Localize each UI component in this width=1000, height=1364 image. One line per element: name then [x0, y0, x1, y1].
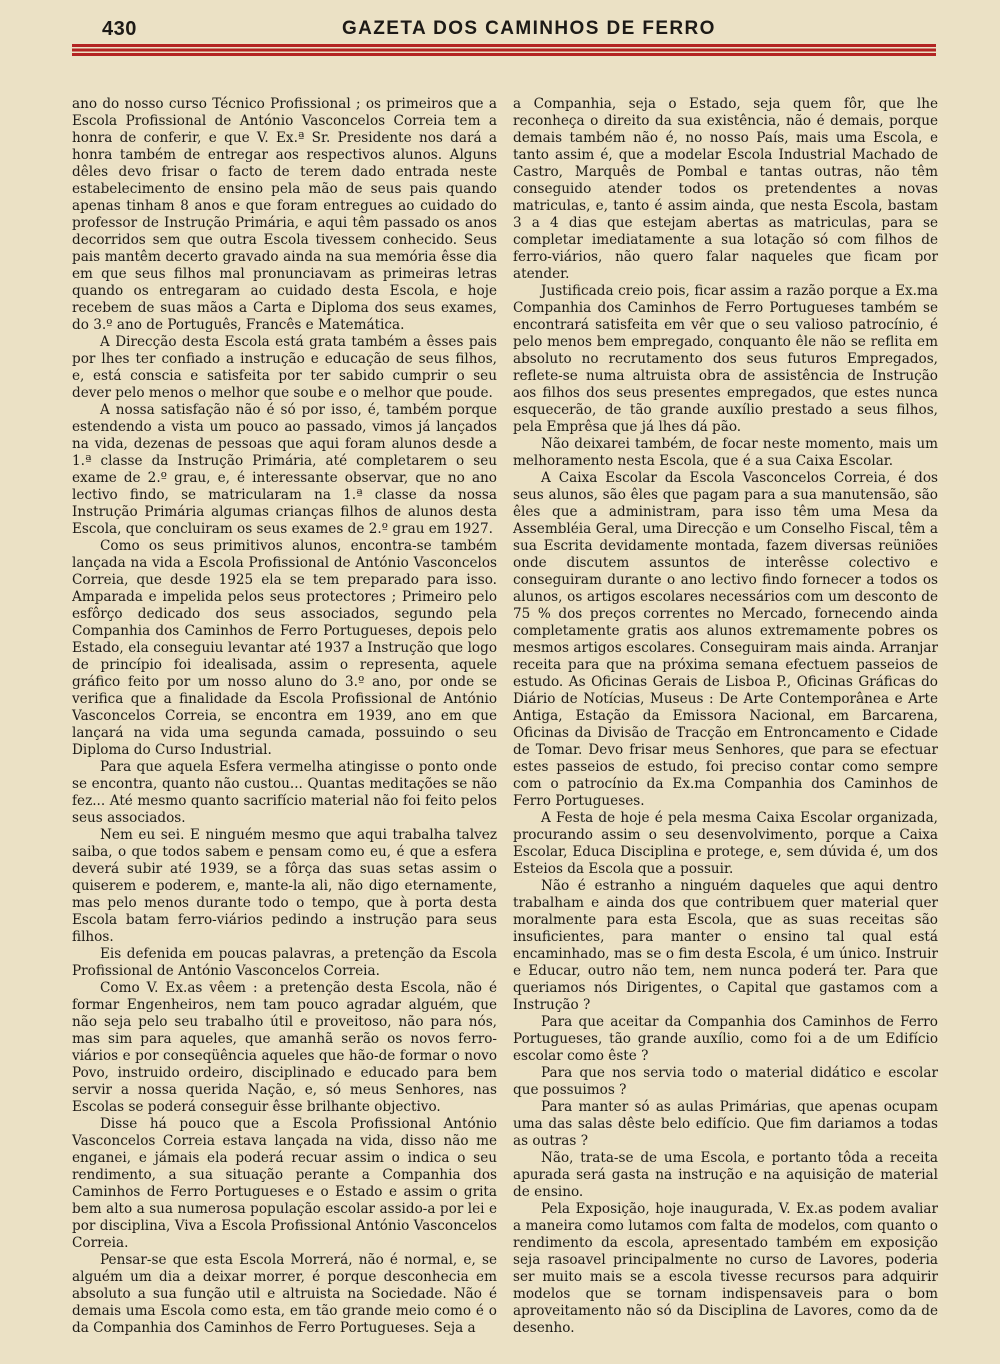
paragraph: A Caixa Escolar da Escola Vasconcelos Correia, é dos seus alunos, são êles que pagam para a sua manutensão, são êles que a administram, para isso têm uma Mesa da Assembléia Geral, uma Direcção e um Conselho Fiscal, têm a sua Escrita devidamente montada, fazem diversas reüniões onde discutem assuntos de interêsse colectivo e conseguiram durante o ano lectivo findo fornecer a todos os alunos, os artigos escolares necessários com um desconto de 75 % dos preços correntes no Mercado, fornecendo ainda completamente gratis aos alunos extremamente pobres os mesmos artigos escolares. Conseguiram mais ainda. Arranjar receita para que na próxima semana efectuem passeios de estudo. As Oficinas Gerais de Lisboa P., Oficinas Gráficas do Diário de Notícias, Museus : De Arte Contemporânea e Arte Antiga, Estação da Emissora Nacional, em Barcarena, Oficinas da Divisão de Tracção em Entroncamento e Cidade de Tomar. Devo frisar meus Senhores, que para se efectuar estes passeios de estudo, foi preciso contar como sempre com o patrocínio da Ex.ma Companhia dos Caminhos de Ferro Portugueses.	[513, 470, 938, 809]
paragraph: Para que aceitar da Companhia dos Caminhos de Ferro Portugueses, tão grande auxílio, como foi a de um Edifício escolar como êste ?	[513, 1014, 938, 1064]
paragraph: A Direcção desta Escola está grata também a êsses pais por lhes ter confiado a instrução e educação de seus filhos, e, está conscia e satisfeita por ter sabido cumprir o seu dever pelo menos o melhor que soube e o melhor que poude.	[72, 334, 497, 401]
paragraph: Para que aquela Esfera vermelha atingisse o ponto onde se encontra, quanto não custou... Quantas meditações se não fez... Até mesmo quanto sacrifício material não foi feito pelos seus associados.	[72, 759, 497, 826]
paragraph: Disse há pouco que a Escola Profissional António Vasconcelos Correia estava lançada na vida, disso não me enganei, e jámais ela poderá recuar assim o indica o seu rendimento, a sua situação perante a Companhia dos Caminhos de Ferro Portugueses e o Estado e assim o grita bem alto a sua numerosa população escolar assido-a por lei e por disciplina, Viva a Escola Profissional António Vasconcelos Correia.	[72, 1116, 497, 1251]
page-header	[72, 14, 936, 48]
paragraph: Não, trata-se de uma Escola, e portanto tôda a receita apurada será gasta na instrução e na aquisição de material de ensino.	[513, 1150, 938, 1200]
page-number: 430	[102, 18, 137, 40]
paragraph: Como V. Ex.as vêem : a pretenção desta Escola, não é formar Engenheiros, nem tam pouco agradar alguém, que não seja pelo seu trabalho útil e proveitoso, não para nós, mas sim para aqueles, que amanhã serão os novos ferro-viários e por conseqüência aqueles que hão-de formar o novo Povo, instruido ordeiro, disciplinado e educado para bem servir a nossa querida Nação, e, só meus Senhores, nas Escolas se poderá conseguir êsse brilhante objectivo.	[72, 980, 497, 1115]
paragraph: Para que nos servia todo o material didático e escolar que possuimos ?	[513, 1065, 938, 1098]
right-column	[513, 96, 938, 1336]
paragraph: a Companhia, seja o Estado, seja quem fôr, que lhe reconheça o direito da sua existência, não é demais, porque demais também não é, no nosso País, mais uma Escola, e tanto assim é, que a modelar Escola Industrial Machado de Castro, Marquês de Pombal e tantas outras, não têm conseguido atender todos os pretendentes a novas matriculas, e, tanto é assim ainda, que nesta Escola, bastam 3 a 4 dias que estejam abertas as matriculas, para se completar imediatamente a sua lotação só com filhos de ferro-viários, não quero falar naqueles que ficam por atender.	[513, 96, 938, 282]
paragraph: Eis defenida em poucas palavras, a pretenção da Escola Profissional de António Vasconcelos Correia.	[72, 946, 497, 979]
header-rule	[72, 44, 936, 56]
paragraph: Pela Exposição, hoje inaugurada, V. Ex.as podem avaliar a maneira como lutamos com falta de modelos, com quanto o rendimento da escola, apresentado também em exposição seja rasoavel principalmente no curso de Lavores, poderia ser muito mais se a escola tivesse recursos para adquirir modelos que se tornam indispensaveis para o bom aproveitamento não só da Disciplina de Lavores, como da de desenho.	[513, 1201, 938, 1336]
paragraph: Para manter só as aulas Primárias, que apenas ocupam uma das salas dêste belo edifício. Que fim dariamos a todas as outras ?	[513, 1099, 938, 1149]
paragraph: Não é estranho a ninguém daqueles que aqui dentro trabalham e ainda dos que contribuem quer material quer moralmente para esta Escola, que as suas receitas são insuficientes, para manter o ensino tal qual está encaminhado, mas se o fim desta Escola, é um único. Instruir e Educar, outro não tem, nem nunca poderá ter. Para que queriamos nós Dirigentes, o Capital que gastamos com a Instrução ?	[513, 878, 938, 1013]
paragraph: Pensar-se que esta Escola Morrerá, não é normal, e, se alguém um dia a deixar morrer, é porque desconhecia em absoluto a sua função util e altruista na Sociedade. Não é demais uma Escola como esta, em tão grande meio como é o da Companhia dos Caminhos de Ferro Portugueses. Seja a	[72, 1252, 497, 1336]
paragraph: ano do nosso curso Técnico Profissional ; os primeiros que a Escola Profissional de António Vasconcelos Correia tem a honra de conferir, e que V. Ex.ª Sr. Presidente nos dará a honra também de entregar aos respectivos alunos. Alguns dêles devo frisar o facto de terem dado entrada neste estabelecimento de ensino pela mão de seus pais quando apenas tinham 8 anos e que foram entregues ao cuidado do professor de Instrução Primária, e aqui têm passado os anos decorridos sem que outra Escola tivessem conhecido. Seus pais mantêm decerto gravado ainda na sua memória êsse dia em que seus filhos mal pronunciavam as primeiras letras quando os entregaram ao cuidado desta Escola, e hoje recebem de suas mãos a Carta e Diploma dos seus exames, do 3.º ano de Português, Francês e Matemática.	[72, 96, 497, 333]
paragraph: Justificada creio pois, ficar assim a razão porque a Ex.ma Companhia dos Caminhos de Ferro Portugueses também se encontrará satisfeita em vêr que o seu valioso patrocínio, é pelo menos bem empregado, conquanto êle não se reflita em absoluto no recrutamento dos seus futuros Empregados, reflete-se numa altruista obra de assistência de Instrução aos filhos dos seus presentes empregados, que estes nunca esquecerão, de tão grande auxílio prestado a seus filhos, pela Emprêsa que já lhes dá pão.	[513, 283, 938, 435]
paragraph: Como os seus primitivos alunos, encontra-se também lançada na vida a Escola Profissional de António Vasconcelos Correia, que desde 1925 ela se tem preparado para isso. Amparada e impelida pelos seus protectores ; Primeiro pelo esfôrço dedicado dos seus associados, segundo pela Companhia dos Caminhos de Ferro Portugueses, depois pelo Estado, ela conseguiu levantar até 1937 a Instrução que logo de princípio foi idealisada, assim o representa, aquele gráfico feito por um nosso aluno do 3.º ano, por onde se verifica que a finalidade da Escola Profissional de António Vasconcelos Correia, se encontra em 1939, ano em que lançará na vida uma segunda camada, possuindo o seu Diploma do Curso Industrial.	[72, 538, 497, 758]
publication-title: GAZETA DOS CAMINHOS DE FERRO	[342, 18, 716, 39]
paragraph: Não deixarei também, de focar neste momento, mais um melhoramento nesta Escola, que é a sua Caixa Escolar.	[513, 436, 938, 469]
paragraph: A nossa satisfação não é só por isso, é, também porque estendendo a vista um pouco ao passado, vimos já lançados na vida, dezenas de pessoas que aqui foram alunos desde a 1.ª classe da Instrução Primária, até completarem o seu exame de 2.º grau, e, é interessante observar, que no ano lectivo findo, se matricularam na 1.ª classe da nossa Instrução Primária algumas crianças filhos de alunos desta Escola, que concluiram os seus exames de 2.º grau em 1927.	[72, 402, 497, 537]
article-body	[72, 96, 938, 1336]
left-column	[72, 96, 497, 1336]
paragraph: Nem eu sei. E ninguém mesmo que aqui trabalha talvez saiba, o que todos sabem e pensam como eu, é que a esfera deverá subir até 1939, se a fôrça das suas setas assim o quiserem e poderem, e, mante-la ali, não digo eternamente, mas pelo menos durante todo o tempo, que à porta desta Escola batam ferro-viários pedindo a instrução para seus filhos.	[72, 827, 497, 945]
paragraph: A Festa de hoje é pela mesma Caixa Escolar organizada, procurando assim o seu desenvolvimento, porque a Caixa Escolar, Educa Disciplina e protege, e, sem dúvida é, um dos Esteios da Escola que a possuir.	[513, 810, 938, 877]
